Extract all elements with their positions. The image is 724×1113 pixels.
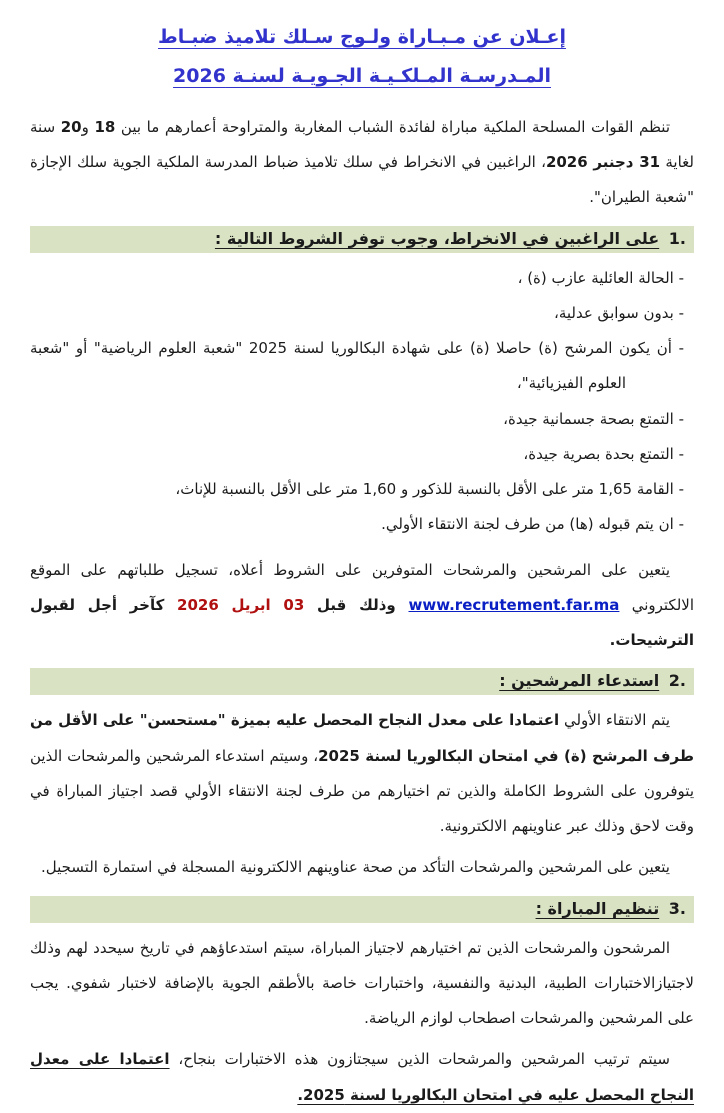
text-segment: 20 — [60, 117, 82, 136]
intro-paragraph — [30, 110, 694, 216]
section-2-heading-text: استدعاء المرشحين : — [499, 671, 660, 691]
registration-url-link[interactable]: www.recrutement.far.ma — [408, 595, 620, 614]
section-1-heading-text: على الراغبين في الانخراط، وجوب توفر الشروط التالية : — [214, 228, 660, 248]
text-segment: اعتمادا على معدل النجاح المحصل عليه في امتحان البكالوريا لسنة 2025. — [30, 1050, 694, 1104]
section-3-heading — [30, 896, 694, 923]
text-segment: وذلك قبل — [304, 595, 409, 614]
exam-organization-paragraph — [30, 931, 694, 1037]
condition-item: - ان يتم قبوله (ها) من طرف لجنة الانتقاء الأولي. — [30, 507, 684, 542]
text-segment: سيتم ترتيب المرشحين والمرشحات الذين سيجتازون هذه الاختبارات بنجاح، — [169, 1050, 670, 1069]
title-line-1: إعـلان عن مـبـاراة ولـوج سـلك تلاميذ ضبـاط — [158, 26, 566, 48]
text-segment: تنظم القوات المسلحة الملكية مباراة لفائدة الشباب المغاربة والمتراوحة أعمارهم ما بين — [115, 117, 670, 136]
condition-item: - القامة 1,65 متر على الأقل بالنسبة للذكور و 1,60 متر على الأقل بالنسبة للإناث، — [30, 472, 684, 507]
text-segment: يتعين على المرشحين والمرشحات المتوفرين على الشروط أعلاه، تسجيل طلباتهم على الموقع الالكتروني — [30, 560, 694, 614]
condition-item: - التمتع بصحة جسمانية جيدة، — [30, 402, 684, 437]
text-segment: ، الراغبين في الانخراط في سلك تلاميذ ضباط المدرسة الملكية الجوية سلك الإجازة "شعبة الطيران". — [30, 153, 694, 207]
document-title — [30, 18, 694, 96]
section-3-number: 3. — [668, 898, 686, 918]
email-check-paragraph — [30, 850, 694, 885]
text-segment: كآخر أجل لقبول الترشيحات. — [30, 595, 694, 650]
registration-paragraph — [30, 553, 694, 659]
text-segment: و — [81, 117, 95, 136]
condition-item: - الحالة العائلية عازب (ة) ، — [30, 261, 684, 296]
section-2-heading — [30, 668, 694, 695]
condition-item: - التمتع بحدة بصرية جيدة، — [30, 437, 684, 472]
text-segment: يتم الانتقاء الأولي — [559, 711, 670, 730]
title-line-2: المـدرسـة المـلكـيـة الجـويـة لسنـة 2026 — [173, 64, 551, 87]
text-segment: المرشحون والمرشحات الذين تم اختيارهم لاجتياز المباراة، سيتم استدعاؤهم في تاريخ سيحدد لهم وذلك لاجتيازالاختبارات الطبية، البدنية والنفسية، واختبارات خاصة بالأطقم الجوية بالإضافة لاختبار شفوي. يجب على المرشحين والمرشحات اصطحاب لوازم الرياضة. — [30, 938, 694, 1028]
deadline-date: 03 ابريل 2026 — [177, 595, 305, 614]
section-3-heading-text: تنظيم المباراة : — [535, 898, 660, 918]
text-segment: 31 دجنبر 2026 — [545, 153, 661, 172]
text-segment: 18 — [94, 117, 116, 136]
conditions-list — [30, 261, 694, 543]
ranking-paragraph — [30, 1042, 694, 1113]
condition-item: - أن يكون المرشح (ة) حاصلا (ة) على شهادة البكالوريا لسنة 2025 "شعبة العلوم الرياضية" أو "شعبة العلوم الفيزيائية"، — [30, 331, 684, 402]
text-segment: سنة لغاية — [30, 117, 694, 172]
section-1-number: 1. — [668, 228, 686, 248]
text-segment: اعتمادا على معدل النجاح المحصل عليه بميزة "مستحسن" على الأقل من طرف المرشح (ة) في امتحان البكالوريا لسنة 2025 — [30, 711, 694, 765]
selection-paragraph — [30, 703, 694, 844]
text-segment: يتعين على المرشحين والمرشحات التأكد من صحة عناوينهم الالكترونية المسجلة في استمارة التسجيل. — [40, 858, 670, 877]
section-1-heading — [30, 226, 694, 253]
condition-item: - بدون سوابق عدلية، — [30, 296, 684, 331]
section-2-number: 2. — [668, 671, 686, 691]
text-segment: ، وسيتم استدعاء المرشحين والمرشحات الذين يتوفرون على الشروط الكاملة والذين تم اختيارهم من طرف لجنة الانتقاء الأولي قصد اجتياز المباراة في وقت لاحق وذلك عبر عناوينهم الالكترونية. — [30, 746, 694, 836]
